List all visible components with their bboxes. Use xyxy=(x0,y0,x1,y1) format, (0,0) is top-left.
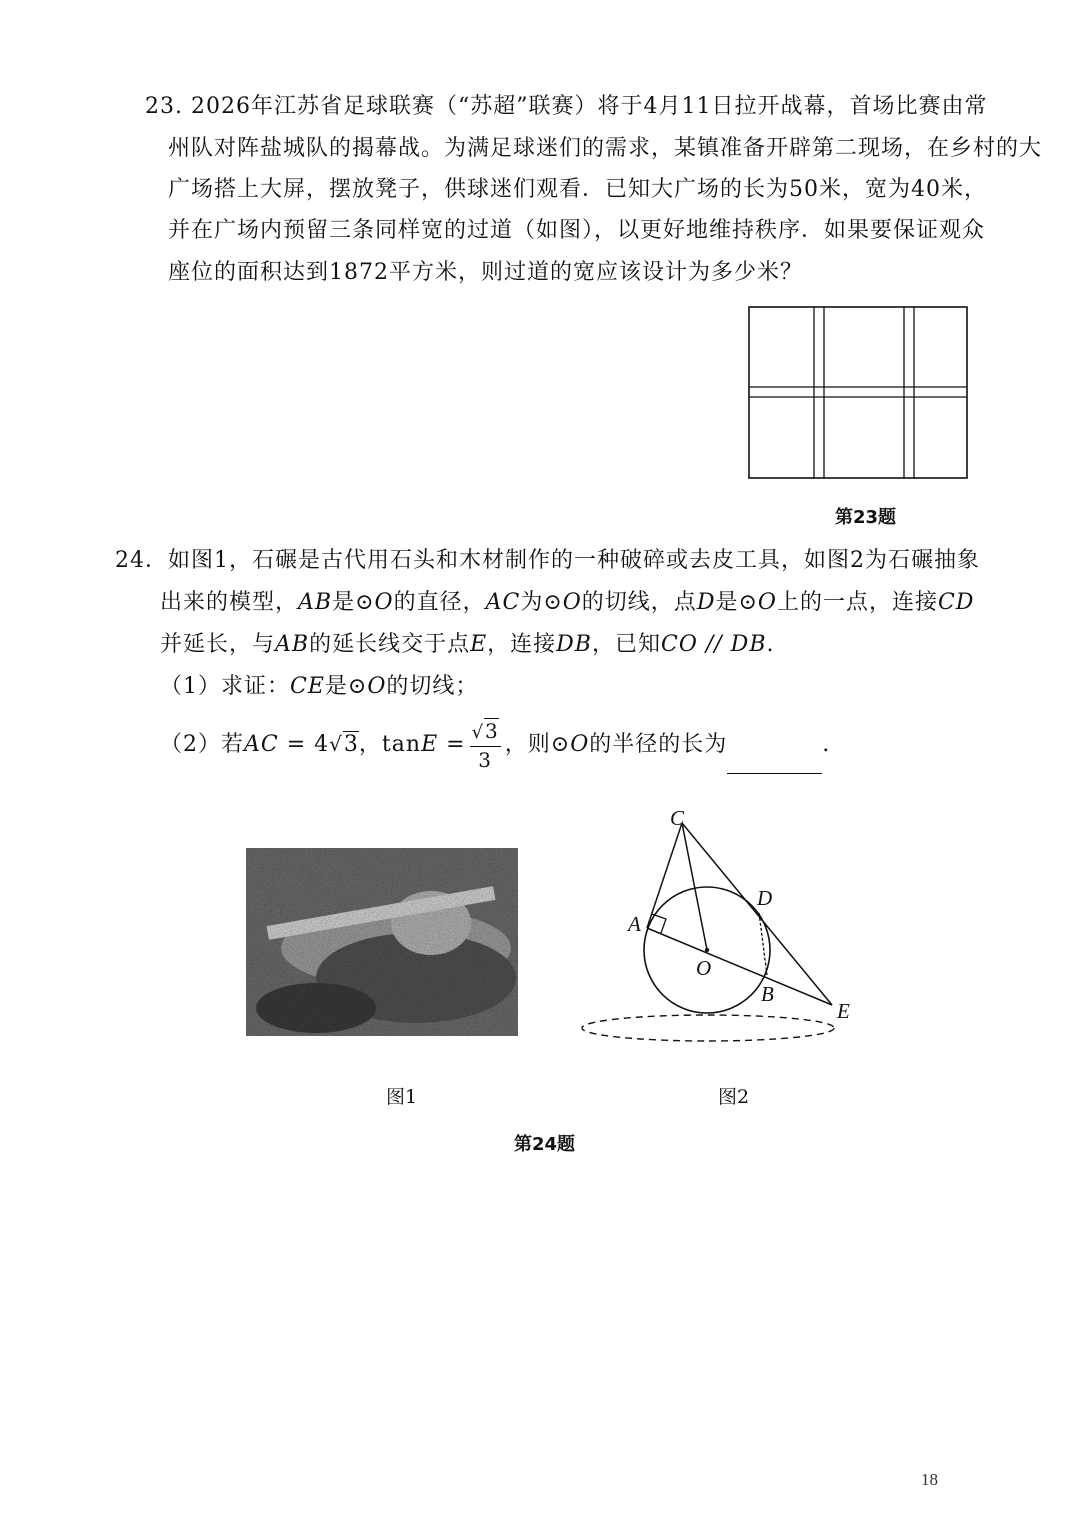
tan-fraction: $\frac{√3}{3}$ xyxy=(471,718,499,772)
line-ae xyxy=(647,928,832,1005)
label-e: E xyxy=(837,999,850,1023)
answer-blank[interactable] xyxy=(727,751,822,774)
q23-line-4: 并在广场内预留三条同样宽的过道（如图），以更好地维持秩序．如果要保证观众 xyxy=(168,218,986,243)
q23-line-1: 23. 2026年江苏省足球联赛（“苏超”联赛）将于4月11日拉开战幕，首场比赛由常 xyxy=(145,94,988,119)
q24-line-1: 24．如图1，石碾是古代用石头和木材制作的一种破碎或去皮工具，如图2为石碾抽象 xyxy=(115,548,980,573)
page-number: 18 xyxy=(921,1470,938,1489)
fig1-label: 图1 xyxy=(386,1086,418,1108)
q24-fig1-photo xyxy=(246,848,518,1036)
label-a: A xyxy=(628,912,641,936)
q24-line-3: 并延长，与AB的延长线交于点E，连接DB，已知CO // DB. xyxy=(160,632,775,657)
q23-caption: 第23题 xyxy=(835,507,897,528)
q24-part-2: （2）若AC = 4√3，tanE = $\frac{√3}{3}$ ，则⊙O的半径的长为 . xyxy=(160,715,830,774)
line-ca xyxy=(647,823,682,928)
center-dot xyxy=(705,948,709,952)
label-o: O xyxy=(696,956,712,980)
ground-ellipse xyxy=(582,1015,834,1041)
q24-part-1: （1）求证：CE是⊙O的切线； xyxy=(160,674,479,699)
q23-line-3: 广场搭上大屏，摆放凳子，供球迷们观看．已知大广场的长为50米，宽为40米， xyxy=(168,177,987,202)
q24-caption: 第24题 xyxy=(514,1134,576,1155)
fig2-label: 图2 xyxy=(718,1086,750,1108)
label-d: D xyxy=(757,886,773,910)
label-b: B xyxy=(761,982,774,1006)
plaza-border xyxy=(749,307,967,478)
q23-line-2: 州队对阵盐城队的揭幕战。为满足球迷们的需求，某镇准备开辟第二现场，在乡村的大 xyxy=(168,136,1043,161)
q23-plaza-figure xyxy=(740,300,980,490)
q24-line-2: 出来的模型，AB是⊙O的直径，AC为⊙O的切线，点D是⊙O上的一点，连接CD xyxy=(160,590,975,615)
q23-line-5: 座位的面积达到1872平方米，则过道的宽应该设计为多少米？ xyxy=(168,260,803,285)
q24-fig2-diagram xyxy=(560,800,860,1050)
label-c: C xyxy=(670,806,685,830)
